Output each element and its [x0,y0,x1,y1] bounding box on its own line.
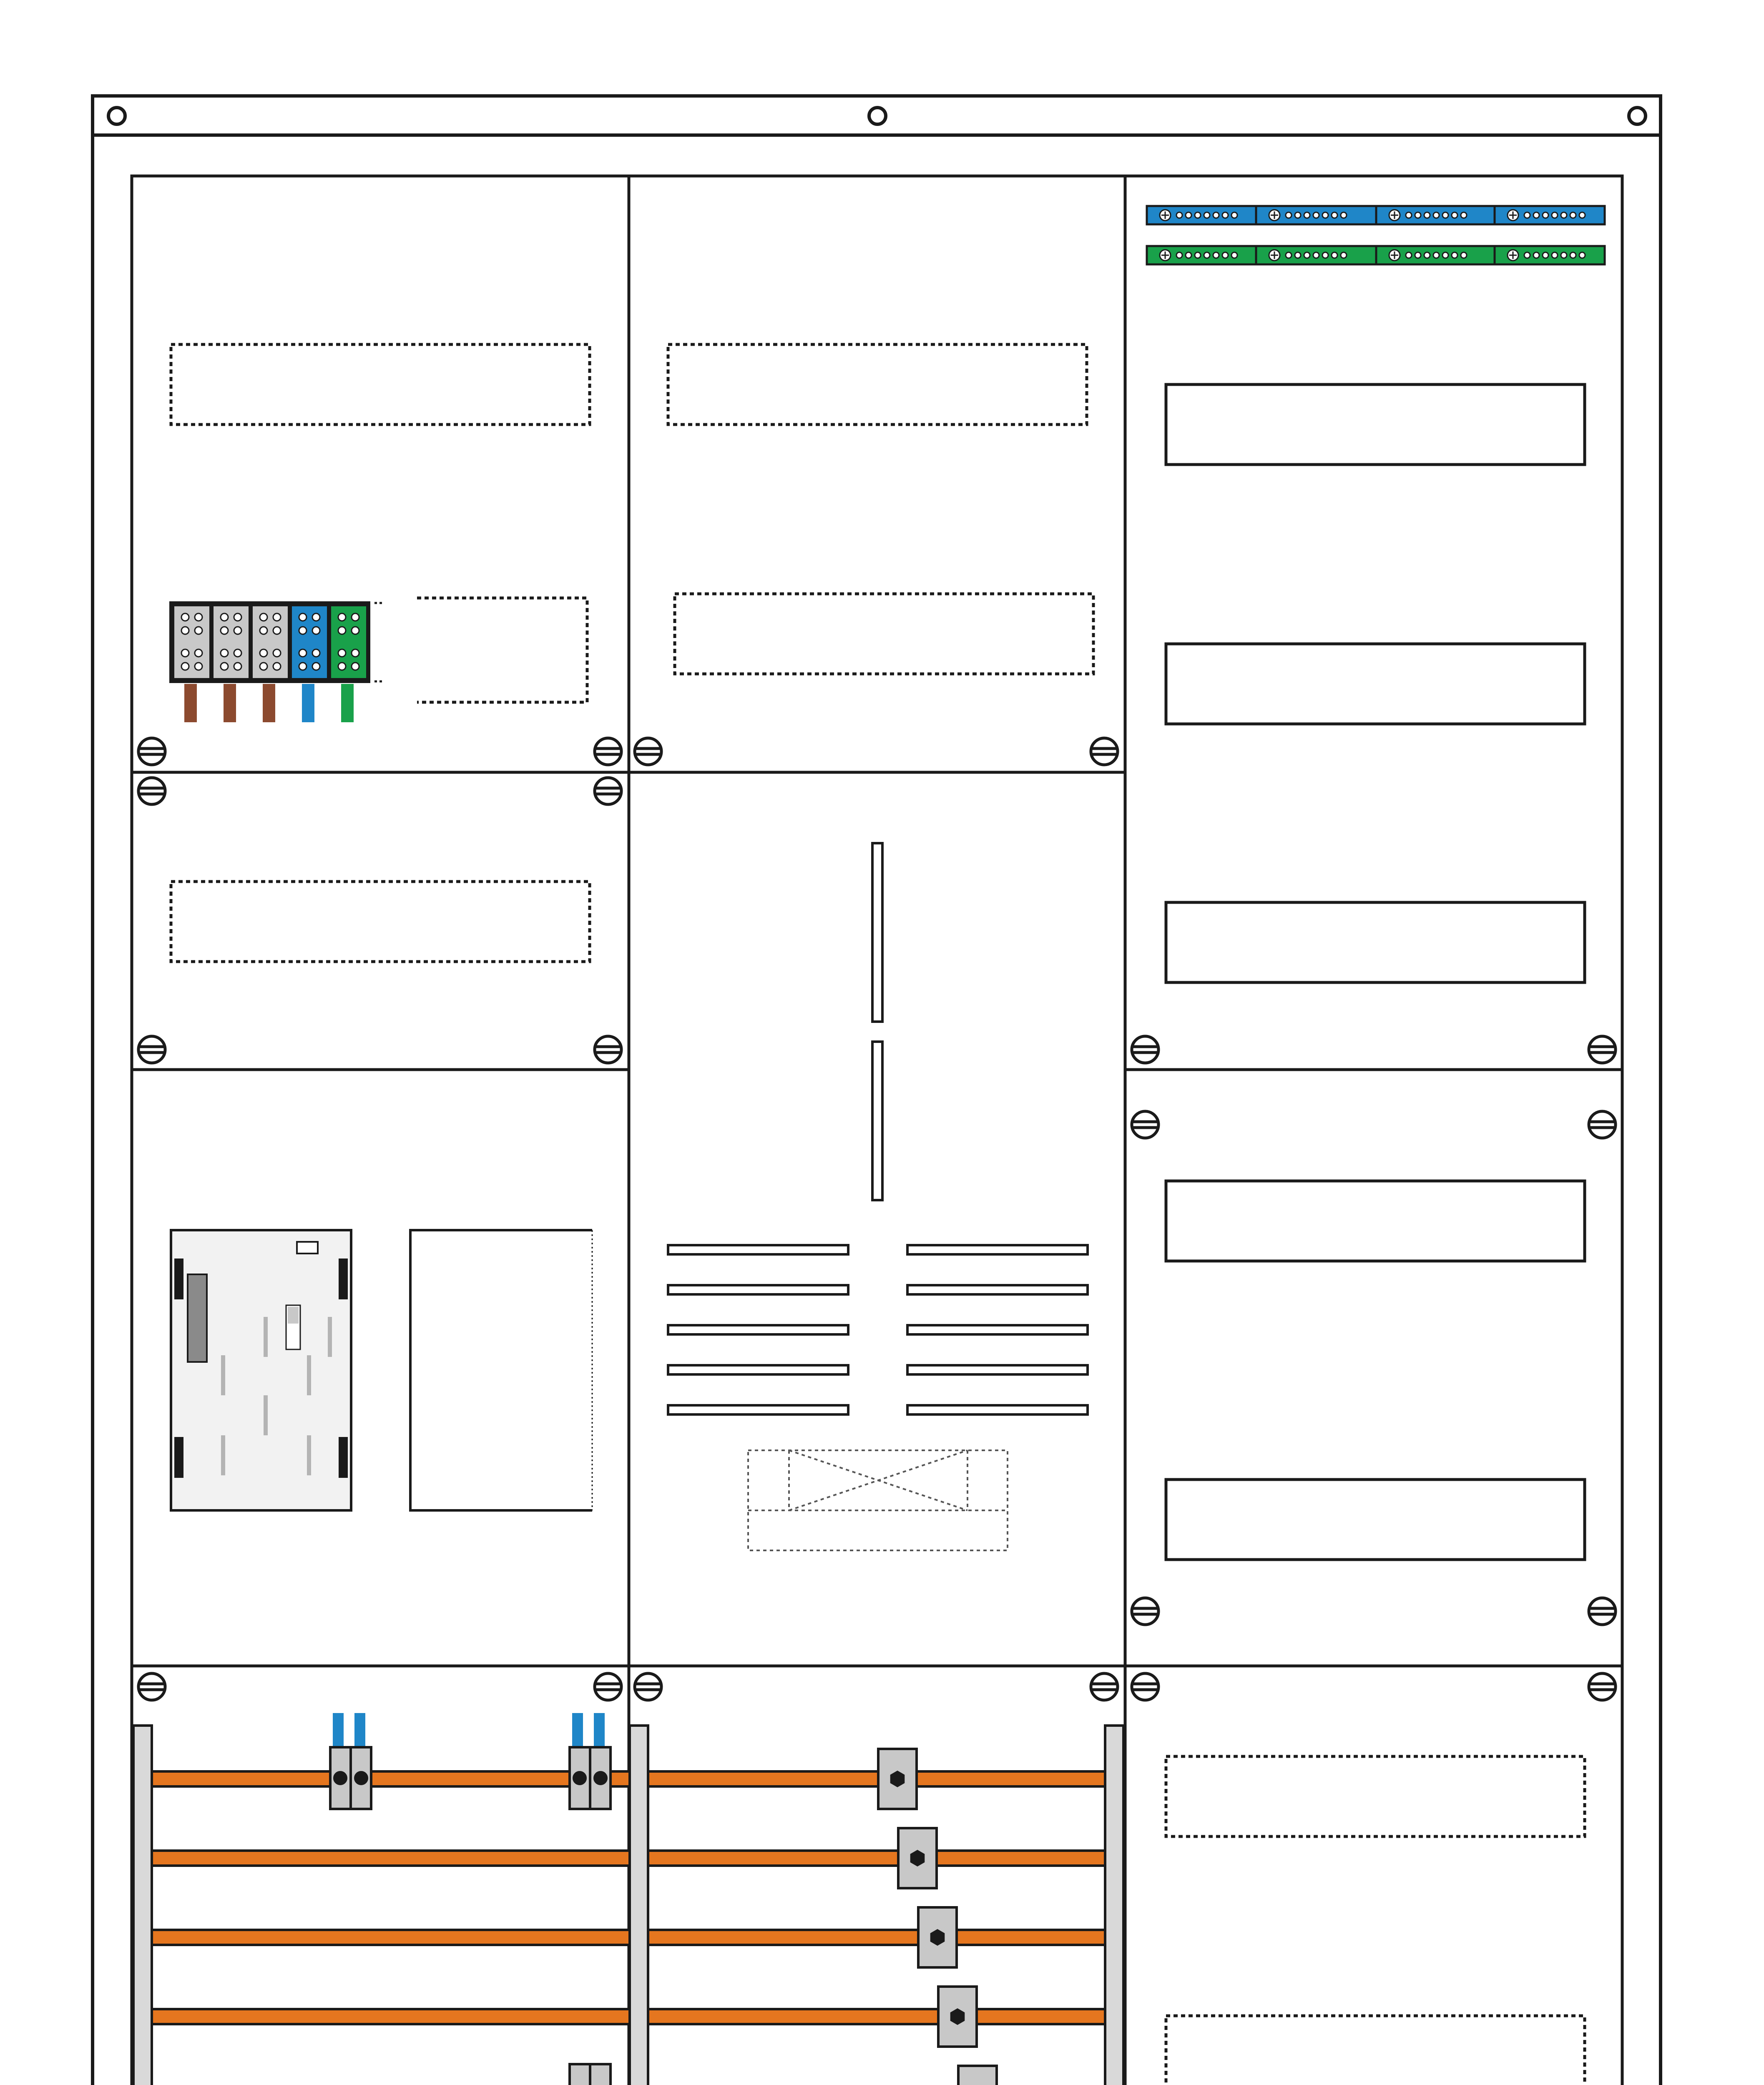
breaker-slot-dotted-partial [417,598,587,702]
screw-icon [138,738,165,765]
terminal-hole [1213,252,1219,258]
control-module-placeholder [410,1230,592,1510]
terminal-hole [1524,212,1530,218]
terminal-l1 [174,606,209,678]
terminal-pe [331,606,366,678]
terminal-hole [312,663,320,670]
terminal-hole [234,649,241,657]
meter-field [668,843,1088,1414]
busbar-right [648,1851,1105,1866]
meter-hook-upper [872,843,882,1022]
terminal-hole [221,627,228,634]
terminal-hole [260,613,267,621]
terminal-hole [1552,212,1558,218]
terminal-hole [181,649,189,657]
terminal-hole [299,663,307,670]
terminal-hole [1286,252,1292,258]
terminal-hole [1222,212,1228,218]
busbar-wires [333,1713,605,2085]
terminal-hole [1552,252,1558,258]
terminal-hole [181,663,189,670]
main-terminal-block [169,601,384,722]
terminal-hole [1186,252,1191,258]
terminal-hole [1195,252,1201,258]
terminal-hole [1579,212,1585,218]
terminal-hole [195,627,202,634]
terminal-hole [338,663,346,670]
busbar-clamp-icon [570,1747,611,1809]
screw-icon [1091,738,1118,765]
terminal-hole [1424,212,1430,218]
terminal-hole [312,649,320,657]
terminal-hole [234,627,241,634]
terminal-hole [260,627,267,634]
busbar-hex-clamp-icon [898,1828,937,1888]
terminal-hole [1222,252,1228,258]
wire-l1 [184,684,197,722]
breaker-slot [1166,902,1585,982]
mounting-hole-icon [1629,108,1646,124]
terminal-hole [1533,212,1539,218]
screw-icon [1589,1673,1616,1700]
terminal-hole [1341,252,1347,258]
meter-slot [668,1325,848,1334]
terminal-hole [273,649,281,657]
solid-breaker-slots [1166,384,1585,1560]
terminal-hole [1543,252,1548,258]
terminal-hole [312,627,320,634]
terminal-n [292,606,327,678]
control-module-body [171,1230,351,1510]
terminal-hole [1286,212,1292,218]
terminal-hole [352,663,359,670]
busbar-right [648,1771,1105,1786]
terminal-hole [1332,252,1337,258]
terminal-l2 [214,606,249,678]
screw-icon [1589,1036,1616,1063]
terminal-hole [181,627,189,634]
terminal-hole [338,649,346,657]
terminal-hole [352,649,359,657]
terminal-hole [181,613,189,621]
terminal-hole [312,613,320,621]
breaker-slot-dotted [171,344,590,425]
busbar-clamp-icon [330,1747,371,1809]
meter-terminal-outline [748,1450,1008,1550]
terminal-hole [352,627,359,634]
terminal-hole [1295,212,1301,218]
busbar-left [152,1930,630,1945]
wire-n [302,684,314,722]
breaker-slot [1166,1480,1585,1560]
terminal-hole [1313,212,1319,218]
breaker-slot [1166,1181,1585,1261]
terminal-hole [273,663,281,670]
screw-icon [1589,1111,1616,1138]
terminal-hole [1186,212,1191,218]
terminal-hole [1204,212,1210,218]
terminal-hole [1231,252,1237,258]
terminal-hole [1452,252,1457,258]
terminal-hole [1176,252,1182,258]
terminal-hole [273,613,281,621]
terminal-hole [1524,252,1530,258]
screw-icon [1132,1111,1158,1138]
terminal-hole [1313,252,1319,258]
terminal-hole [1570,252,1576,258]
meter-hook-lower [872,1042,882,1200]
control-module-display [188,1274,207,1362]
terminal-hole [221,663,228,670]
screw-icon [1091,1673,1118,1700]
terminal-hole [234,663,241,670]
terminal-hole [1195,212,1201,218]
terminal-hole [1424,252,1430,258]
screw-icon [595,1673,621,1700]
terminal-hole [1304,212,1310,218]
terminal-hole [221,613,228,621]
terminal-hole [273,627,281,634]
terminal-hole [1213,212,1219,218]
screw-icon [138,1673,165,1700]
terminal-hole [299,613,307,621]
terminal-hole [352,613,359,621]
wire-pe [341,684,354,722]
meter-slot [907,1365,1088,1374]
screw-icon [1132,1036,1158,1063]
terminal-hole [260,649,267,657]
screw-icon [595,1036,621,1063]
busbar-hex-clamp-icon [878,1749,917,1809]
screw-icon [1589,1598,1616,1625]
screw-icon [635,1673,661,1700]
breaker-slot [1166,384,1585,465]
mounting-hole-icon [869,108,886,124]
terminal-hole [195,649,202,657]
terminal-hole [1406,212,1412,218]
terminal-hole [1433,212,1439,218]
breaker-slot-dotted [1166,1756,1585,1836]
busbar-hex-clamp-icon [918,1907,957,1967]
screw-icon [595,778,621,804]
terminal-hole [195,663,202,670]
terminal-hole [1452,212,1457,218]
busbar-hex-clamp-icon [938,1987,977,2047]
breaker-slot-dotted [675,594,1093,674]
screw-icon [1132,1598,1158,1625]
terminal-hole [1561,252,1567,258]
mounting-hole-icon [108,108,125,124]
meter-slot [668,1245,848,1254]
busbar-hex-clamps [878,1749,997,2085]
meter-slot [668,1285,848,1294]
terminal-hole [1570,212,1576,218]
terminal-hole [195,613,202,621]
meter-slot [668,1405,848,1414]
busbar-clamp-icon [570,2064,611,2085]
terminal-hole [1533,252,1539,258]
terminal-hole [1442,252,1448,258]
busbar-left [152,1851,630,1866]
wire-l3 [263,684,275,722]
busbar-double-clamps [330,1747,611,2085]
terminal-hole [260,663,267,670]
meter-slot [668,1365,848,1374]
terminal-hole [1204,252,1210,258]
breaker-slot-dotted [668,344,1087,425]
terminal-hole [1433,252,1439,258]
busbar-support-rail [133,1726,152,2085]
meter-slot [907,1285,1088,1294]
busbar-support-rail [630,1726,648,2085]
terminal-hole [1561,212,1567,218]
terminal-hole [1442,212,1448,218]
meter-slot [907,1405,1088,1414]
terminal-hole [1341,212,1347,218]
terminal-hole [1579,252,1585,258]
screw-icon [138,1036,165,1063]
terminal-hole [1415,252,1421,258]
busbar-right [648,1930,1105,1945]
control-module [171,1230,351,1510]
busbar-hex-clamp-icon [958,2066,997,2085]
breaker-slot-dotted [1166,2016,1585,2085]
terminal-hole [1322,212,1328,218]
meter-slot [907,1245,1088,1254]
screw-icon [595,738,621,765]
terminal-hole [1322,252,1328,258]
breaker-slot-dotted [171,882,590,962]
wire-l2 [224,684,236,722]
terminal-hole [1461,212,1467,218]
terminal-hole [1332,212,1337,218]
terminal-hole [338,627,346,634]
terminal-hole [1295,252,1301,258]
terminal-l3 [253,606,288,678]
terminal-hole [338,613,346,621]
terminal-hole [1415,212,1421,218]
terminal-hole [221,649,228,657]
terminal-hole [1543,212,1548,218]
screw-icon [1132,1673,1158,1700]
screw-icon [138,778,165,804]
screw-icon [635,738,661,765]
busbar-left [152,1771,630,1786]
terminal-hole [299,649,307,657]
terminal-hole [1176,212,1182,218]
terminal-hole [299,627,307,634]
busbar-support-rail [1105,1726,1123,2085]
busbar-left [152,2009,630,2024]
terminal-hole [234,613,241,621]
meter-slot [907,1325,1088,1334]
busbar-right [648,2009,1105,2024]
terminal-hole [1231,212,1237,218]
breaker-slot [1166,644,1585,724]
terminal-hole [1406,252,1412,258]
terminal-hole [1304,252,1310,258]
terminal-hole [1461,252,1467,258]
